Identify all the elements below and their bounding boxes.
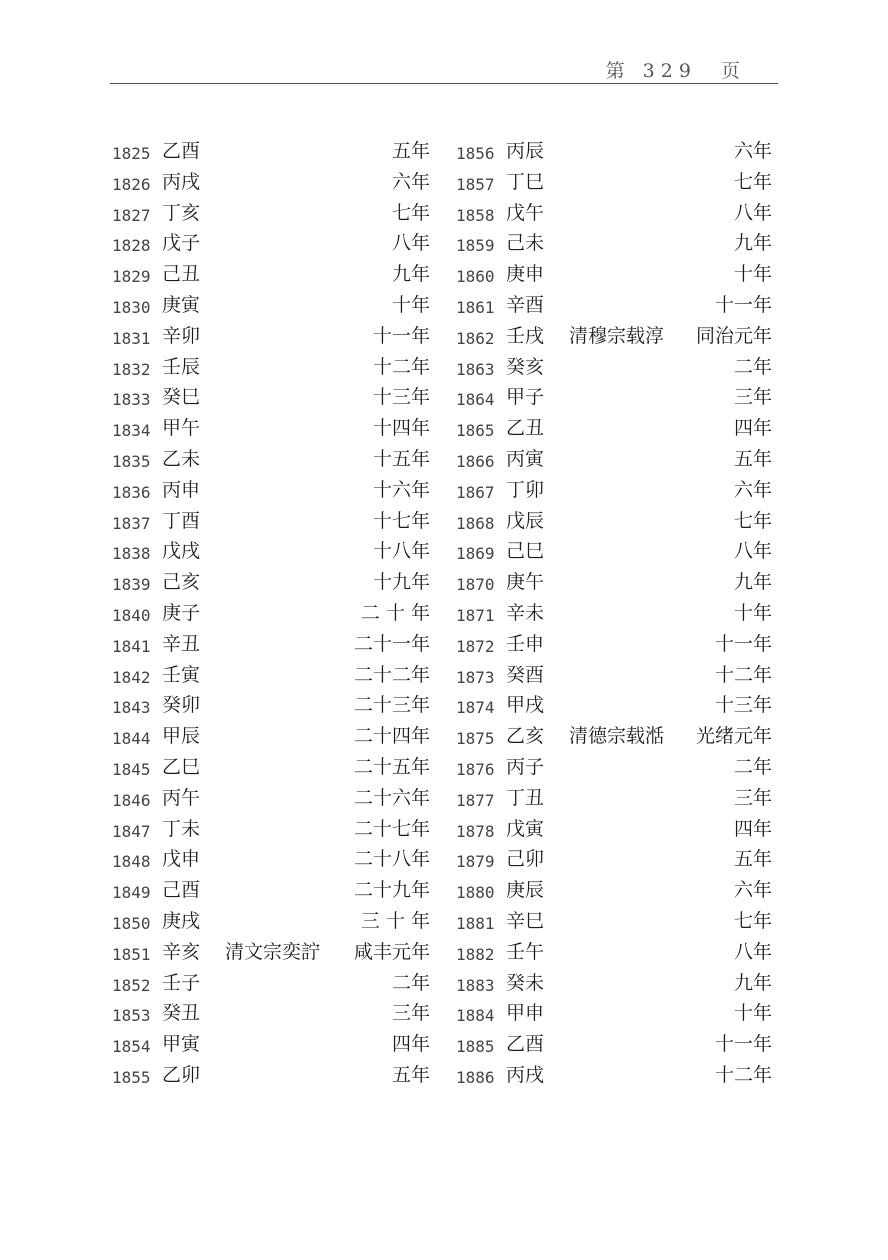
table-row — [452, 290, 778, 321]
ganzhi-cell: 庚戌 — [162, 909, 201, 932]
ganzhi-cell: 乙卯 — [162, 1063, 201, 1086]
page-number: 第 329 页 — [605, 60, 746, 82]
ganzhi-cell: 丙辰 — [506, 140, 545, 162]
table-row — [452, 906, 778, 937]
reign-year-cell: 十年 — [733, 263, 772, 286]
year-cell: 1879 — [456, 852, 495, 872]
reign-year-cell: 八年 — [391, 232, 430, 255]
year-cell: 1835 — [112, 451, 151, 471]
year-cell: 1828 — [112, 236, 151, 256]
ganzhi-cell: 甲午 — [162, 417, 201, 440]
table-row — [108, 937, 436, 968]
reign-year-cell: 十九年 — [372, 571, 430, 594]
year-cell: 1884 — [456, 1006, 495, 1026]
reign-year-cell: 九年 — [733, 571, 772, 594]
reign-year-cell: 二年 — [733, 755, 772, 778]
table-row — [108, 567, 436, 598]
ganzhi-cell: 辛丑 — [162, 632, 201, 655]
ganzhi-cell: 戊午 — [506, 201, 545, 224]
table-row — [108, 690, 436, 721]
reign-year-cell: 九年 — [391, 263, 430, 286]
year-cell: 1856 — [456, 144, 495, 163]
left-column — [108, 136, 436, 1096]
table-row — [452, 536, 778, 567]
reign-year-cell: 二十六年 — [353, 786, 430, 809]
ganzhi-cell: 甲子 — [506, 386, 545, 409]
ganzhi-cell: 己丑 — [162, 263, 201, 286]
year-cell: 1845 — [112, 759, 151, 779]
year-cell: 1825 — [112, 144, 151, 163]
year-cell: 1842 — [112, 667, 151, 687]
year-cell: 1870 — [456, 575, 495, 595]
ganzhi-cell: 丙戌 — [162, 170, 201, 193]
reign-year-cell: 十七年 — [372, 509, 430, 532]
table-row — [108, 752, 436, 783]
reign-year-cell: 七年 — [733, 170, 772, 193]
table-row — [452, 352, 778, 383]
reign-year-cell: 四年 — [733, 417, 772, 440]
ganzhi-cell: 己卯 — [506, 848, 545, 871]
ganzhi-cell: 甲辰 — [162, 725, 201, 748]
reign-year-cell: 十六年 — [372, 478, 430, 501]
table-row — [452, 998, 778, 1029]
year-cell: 1838 — [112, 544, 151, 564]
ganzhi-cell: 癸亥 — [506, 355, 545, 378]
table-row — [108, 1029, 436, 1060]
year-cell: 1865 — [456, 421, 495, 441]
reign-year-cell: 七年 — [733, 909, 772, 932]
reign-year-cell: 十二年 — [714, 663, 772, 686]
ganzhi-cell: 丁酉 — [162, 509, 201, 532]
table-row — [452, 259, 778, 290]
reign-year-cell: 二 十 年 — [360, 601, 430, 624]
year-cell: 1863 — [456, 359, 495, 379]
reign-year-cell: 十一年 — [714, 632, 772, 655]
year-cell: 1827 — [112, 205, 151, 225]
table-row — [108, 598, 436, 629]
year-cell: 1830 — [112, 297, 151, 317]
year-cell: 1886 — [456, 1067, 495, 1087]
reign-year-cell: 咸丰元年 — [353, 940, 430, 963]
ganzhi-cell: 乙酉 — [162, 140, 201, 162]
reign-year-cell: 五年 — [733, 447, 772, 470]
table-row — [108, 998, 436, 1029]
year-cell: 1846 — [112, 790, 151, 810]
year-cell: 1840 — [112, 605, 151, 625]
table-row — [452, 1060, 778, 1091]
table-row — [108, 352, 436, 383]
table-row — [108, 228, 436, 259]
reign-year-cell: 十一年 — [714, 1033, 772, 1056]
reign-year-cell: 九年 — [733, 232, 772, 255]
table-row — [452, 690, 778, 721]
ganzhi-cell: 壬申 — [506, 632, 545, 655]
year-cell: 1853 — [112, 1006, 151, 1026]
year-cell: 1841 — [112, 636, 151, 656]
reign-year-cell: 五年 — [391, 140, 430, 162]
table-row — [452, 752, 778, 783]
table-row — [108, 536, 436, 567]
reign-year-cell: 十二年 — [714, 1063, 772, 1086]
year-cell: 1876 — [456, 759, 495, 779]
table-row — [452, 321, 778, 352]
table-row — [452, 660, 778, 691]
ganzhi-cell: 丁未 — [162, 817, 201, 840]
reign-year-cell: 光绪元年 — [695, 725, 772, 748]
table-row — [452, 506, 778, 537]
ganzhi-cell: 壬寅 — [162, 663, 201, 686]
table-row — [452, 629, 778, 660]
ganzhi-cell: 辛巳 — [506, 909, 545, 932]
table-row — [108, 167, 436, 198]
ganzhi-cell: 丁卯 — [506, 478, 545, 501]
year-cell: 1864 — [456, 390, 495, 410]
ganzhi-cell: 甲戌 — [506, 694, 545, 717]
reign-year-cell: 十三年 — [372, 386, 430, 409]
table-row — [108, 629, 436, 660]
year-cell: 1871 — [456, 605, 495, 625]
table-row — [452, 136, 778, 167]
year-cell: 1826 — [112, 174, 151, 194]
emperor-cell: 清穆宗载淳 — [569, 324, 665, 347]
reign-year-cell: 六年 — [733, 478, 772, 501]
ganzhi-cell: 丙午 — [162, 786, 201, 809]
table-row — [452, 413, 778, 444]
table-row — [452, 721, 778, 752]
year-cell: 1874 — [456, 698, 495, 718]
year-cell: 1832 — [112, 359, 151, 379]
year-cell: 1851 — [112, 944, 151, 964]
year-cell: 1855 — [112, 1067, 151, 1087]
year-cell: 1859 — [456, 236, 495, 256]
table-row — [108, 783, 436, 814]
year-cell: 1875 — [456, 729, 495, 749]
year-cell: 1843 — [112, 698, 151, 718]
year-cell: 1858 — [456, 205, 495, 225]
table-row — [108, 259, 436, 290]
year-cell: 1869 — [456, 544, 495, 564]
ganzhi-cell: 戊子 — [162, 232, 201, 255]
year-cell: 1839 — [112, 575, 151, 595]
year-cell: 1881 — [456, 913, 495, 933]
reign-year-cell: 二十八年 — [353, 848, 430, 871]
year-cell: 1883 — [456, 975, 495, 995]
reign-year-cell: 二十七年 — [353, 817, 430, 840]
ganzhi-cell: 丙申 — [162, 478, 201, 501]
reign-year-cell: 二十一年 — [353, 632, 430, 655]
reign-year-cell: 二十五年 — [353, 755, 430, 778]
table-row — [108, 382, 436, 413]
table-row — [452, 444, 778, 475]
year-cell: 1862 — [456, 328, 495, 348]
table-row — [108, 475, 436, 506]
reign-year-cell: 七年 — [391, 201, 430, 224]
reign-year-cell: 十二年 — [372, 355, 430, 378]
ganzhi-cell: 丁巳 — [506, 170, 545, 193]
ganzhi-cell: 乙未 — [162, 447, 201, 470]
reign-year-cell: 四年 — [391, 1033, 430, 1056]
ganzhi-cell: 丁丑 — [506, 786, 545, 809]
reign-year-cell: 二年 — [391, 971, 430, 994]
ganzhi-cell: 辛卯 — [162, 324, 201, 347]
ganzhi-cell: 庚子 — [162, 601, 201, 624]
table-row — [452, 844, 778, 875]
reign-year-cell: 十三年 — [714, 694, 772, 717]
reign-year-cell: 六年 — [733, 879, 772, 902]
ganzhi-cell: 甲寅 — [162, 1033, 201, 1056]
reign-year-cell: 八年 — [733, 940, 772, 963]
table-row — [108, 444, 436, 475]
reign-year-cell: 二年 — [733, 355, 772, 378]
ganzhi-cell: 戊戌 — [162, 540, 201, 563]
year-cell: 1849 — [112, 883, 151, 903]
reign-year-cell: 二十九年 — [353, 879, 430, 902]
reign-year-cell: 六年 — [733, 140, 772, 162]
reign-year-cell: 三 十 年 — [360, 909, 430, 932]
year-cell: 1880 — [456, 883, 495, 903]
ganzhi-cell: 壬午 — [506, 940, 545, 963]
page-header — [110, 50, 778, 84]
year-cell: 1866 — [456, 451, 495, 471]
reign-year-cell: 十一年 — [714, 293, 772, 316]
ganzhi-cell: 己未 — [506, 232, 545, 255]
year-cell: 1873 — [456, 667, 495, 687]
year-cell: 1844 — [112, 729, 151, 749]
year-cell: 1885 — [456, 1037, 495, 1057]
year-cell: 1850 — [112, 913, 151, 933]
reign-year-cell: 六年 — [391, 170, 430, 193]
reign-year-cell: 五年 — [733, 848, 772, 871]
ganzhi-cell: 己巳 — [506, 540, 545, 563]
reign-year-cell: 二十三年 — [353, 694, 430, 717]
table-row — [452, 167, 778, 198]
table-row — [452, 382, 778, 413]
ganzhi-cell: 壬戌 — [506, 324, 545, 347]
ganzhi-cell: 乙酉 — [506, 1033, 545, 1056]
year-cell: 1837 — [112, 513, 151, 533]
ganzhi-cell: 丙戌 — [506, 1063, 545, 1086]
ganzhi-cell: 丁亥 — [162, 201, 201, 224]
ganzhi-cell: 庚午 — [506, 571, 545, 594]
ganzhi-cell: 庚寅 — [162, 293, 201, 316]
ganzhi-cell: 辛未 — [506, 601, 545, 624]
table-row — [108, 198, 436, 229]
ganzhi-cell: 乙巳 — [162, 755, 201, 778]
table-row — [108, 844, 436, 875]
year-cell: 1834 — [112, 421, 151, 441]
reign-year-cell: 二十二年 — [353, 663, 430, 686]
year-cell: 1867 — [456, 482, 495, 502]
reign-year-cell: 三年 — [391, 1002, 430, 1025]
table-row — [108, 321, 436, 352]
table-row — [452, 875, 778, 906]
table-row — [108, 136, 436, 167]
year-cell: 1857 — [456, 174, 495, 194]
table-row — [452, 567, 778, 598]
year-cell: 1833 — [112, 390, 151, 410]
reign-year-cell: 同治元年 — [695, 324, 772, 347]
year-cell: 1854 — [112, 1037, 151, 1057]
table-row — [108, 660, 436, 691]
ganzhi-cell: 癸未 — [506, 971, 545, 994]
reign-year-cell: 二十四年 — [353, 725, 430, 748]
ganzhi-cell: 乙丑 — [506, 417, 545, 440]
ganzhi-cell: 癸卯 — [162, 694, 201, 717]
year-cell: 1847 — [112, 821, 151, 841]
ganzhi-cell: 乙亥 — [506, 725, 545, 748]
table-row — [108, 1060, 436, 1091]
year-cell: 1852 — [112, 975, 151, 995]
ganzhi-cell: 丙子 — [506, 755, 545, 778]
table-row — [108, 290, 436, 321]
year-cell: 1836 — [112, 482, 151, 502]
ganzhi-cell: 戊申 — [162, 848, 201, 871]
ganzhi-cell: 庚申 — [506, 263, 545, 286]
table-row — [452, 783, 778, 814]
reign-year-cell: 四年 — [733, 817, 772, 840]
year-cell: 1868 — [456, 513, 495, 533]
ganzhi-cell: 辛酉 — [506, 293, 545, 316]
table-row — [452, 968, 778, 999]
ganzhi-cell: 庚辰 — [506, 879, 545, 902]
emperor-cell: 清德宗载湉 — [569, 725, 665, 748]
table-row — [108, 906, 436, 937]
table-row — [108, 814, 436, 845]
table-row — [452, 598, 778, 629]
ganzhi-cell: 癸酉 — [506, 663, 545, 686]
reign-year-cell: 五年 — [391, 1063, 430, 1086]
reign-year-cell: 十年 — [733, 601, 772, 624]
emperor-cell: 清文宗奕詝 — [225, 940, 321, 963]
table-row — [108, 721, 436, 752]
year-cell: 1848 — [112, 852, 151, 872]
year-cell: 1829 — [112, 267, 151, 287]
reign-year-cell: 八年 — [733, 201, 772, 224]
reign-year-cell: 十八年 — [372, 540, 430, 563]
reign-year-cell: 三年 — [733, 786, 772, 809]
year-cell: 1878 — [456, 821, 495, 841]
table-row — [108, 506, 436, 537]
year-cell: 1831 — [112, 328, 151, 348]
ganzhi-cell: 丙寅 — [506, 447, 545, 470]
ganzhi-cell: 己亥 — [162, 571, 201, 594]
ganzhi-cell: 癸丑 — [162, 1002, 201, 1025]
reign-year-cell: 十年 — [391, 293, 430, 316]
right-column — [452, 136, 778, 1096]
ganzhi-cell: 癸巳 — [162, 386, 201, 409]
ganzhi-cell: 甲申 — [506, 1002, 545, 1025]
ganzhi-cell: 壬子 — [162, 971, 201, 994]
reign-year-cell: 八年 — [733, 540, 772, 563]
year-cell: 1877 — [456, 790, 495, 810]
table-row — [452, 228, 778, 259]
year-cell: 1860 — [456, 267, 495, 287]
ganzhi-cell: 辛亥 — [162, 940, 201, 963]
table-row — [452, 198, 778, 229]
year-cell: 1872 — [456, 636, 495, 656]
year-cell: 1861 — [456, 297, 495, 317]
reign-year-cell: 十年 — [733, 1002, 772, 1025]
year-cell: 1882 — [456, 944, 495, 964]
reign-year-cell: 九年 — [733, 971, 772, 994]
reign-year-cell: 十四年 — [372, 417, 430, 440]
table-row — [452, 937, 778, 968]
table-row — [108, 968, 436, 999]
reign-year-cell: 三年 — [733, 386, 772, 409]
reign-year-cell: 十一年 — [372, 324, 430, 347]
table-row — [452, 475, 778, 506]
table-row — [452, 814, 778, 845]
reign-year-cell: 七年 — [733, 509, 772, 532]
ganzhi-cell: 壬辰 — [162, 355, 201, 378]
table-row — [108, 875, 436, 906]
reign-year-cell: 十五年 — [372, 447, 430, 470]
ganzhi-cell: 己酉 — [162, 879, 201, 902]
table-row — [452, 1029, 778, 1060]
table-row — [108, 413, 436, 444]
ganzhi-cell: 戊辰 — [506, 509, 545, 532]
ganzhi-cell: 戊寅 — [506, 817, 545, 840]
